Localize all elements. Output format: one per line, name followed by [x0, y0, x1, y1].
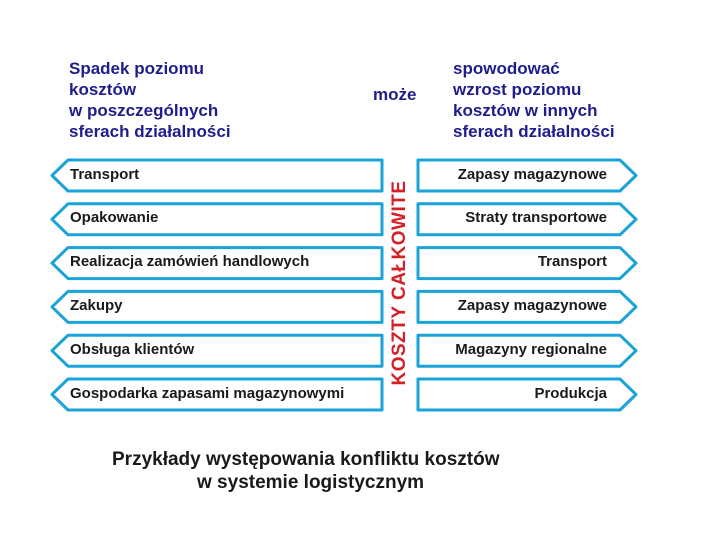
caption-line2: w systemie logistycznym	[197, 472, 425, 493]
row-left-label: Realizacja zamówień handlowych	[70, 253, 310, 271]
center-label: KOSZTY CAŁKOWITE	[389, 180, 410, 386]
row-left-label: Obsługa klientów	[70, 340, 195, 358]
row-right-label: Magazyny regionalne	[455, 340, 607, 358]
caption-line1: Przykłady występowania konfliktu kosztów	[112, 449, 500, 470]
row-left-label: Opakowanie	[70, 209, 159, 227]
row-left-label: Zakupy	[70, 296, 123, 314]
row-right-label: Zapasy magazynowe	[457, 165, 607, 183]
row-right-label: Straty transportowe	[465, 209, 607, 227]
row-left-label: Transport	[70, 165, 140, 183]
row-right-label: Zapasy magazynowe	[457, 296, 607, 314]
row-right-label: Transport	[537, 253, 607, 271]
header-middle: może	[373, 85, 417, 104]
header-left: Spadek poziomu kosztów w poszczególnych sferach działalności	[69, 59, 231, 141]
caption	[112, 448, 552, 494]
row-right-label: Produkcja	[534, 384, 607, 402]
header-right: spowodować wzrost poziomu kosztów w innych sferach działalności	[453, 59, 615, 141]
row-left-label: Gospodarka zapasami magazynowymi	[70, 384, 345, 402]
